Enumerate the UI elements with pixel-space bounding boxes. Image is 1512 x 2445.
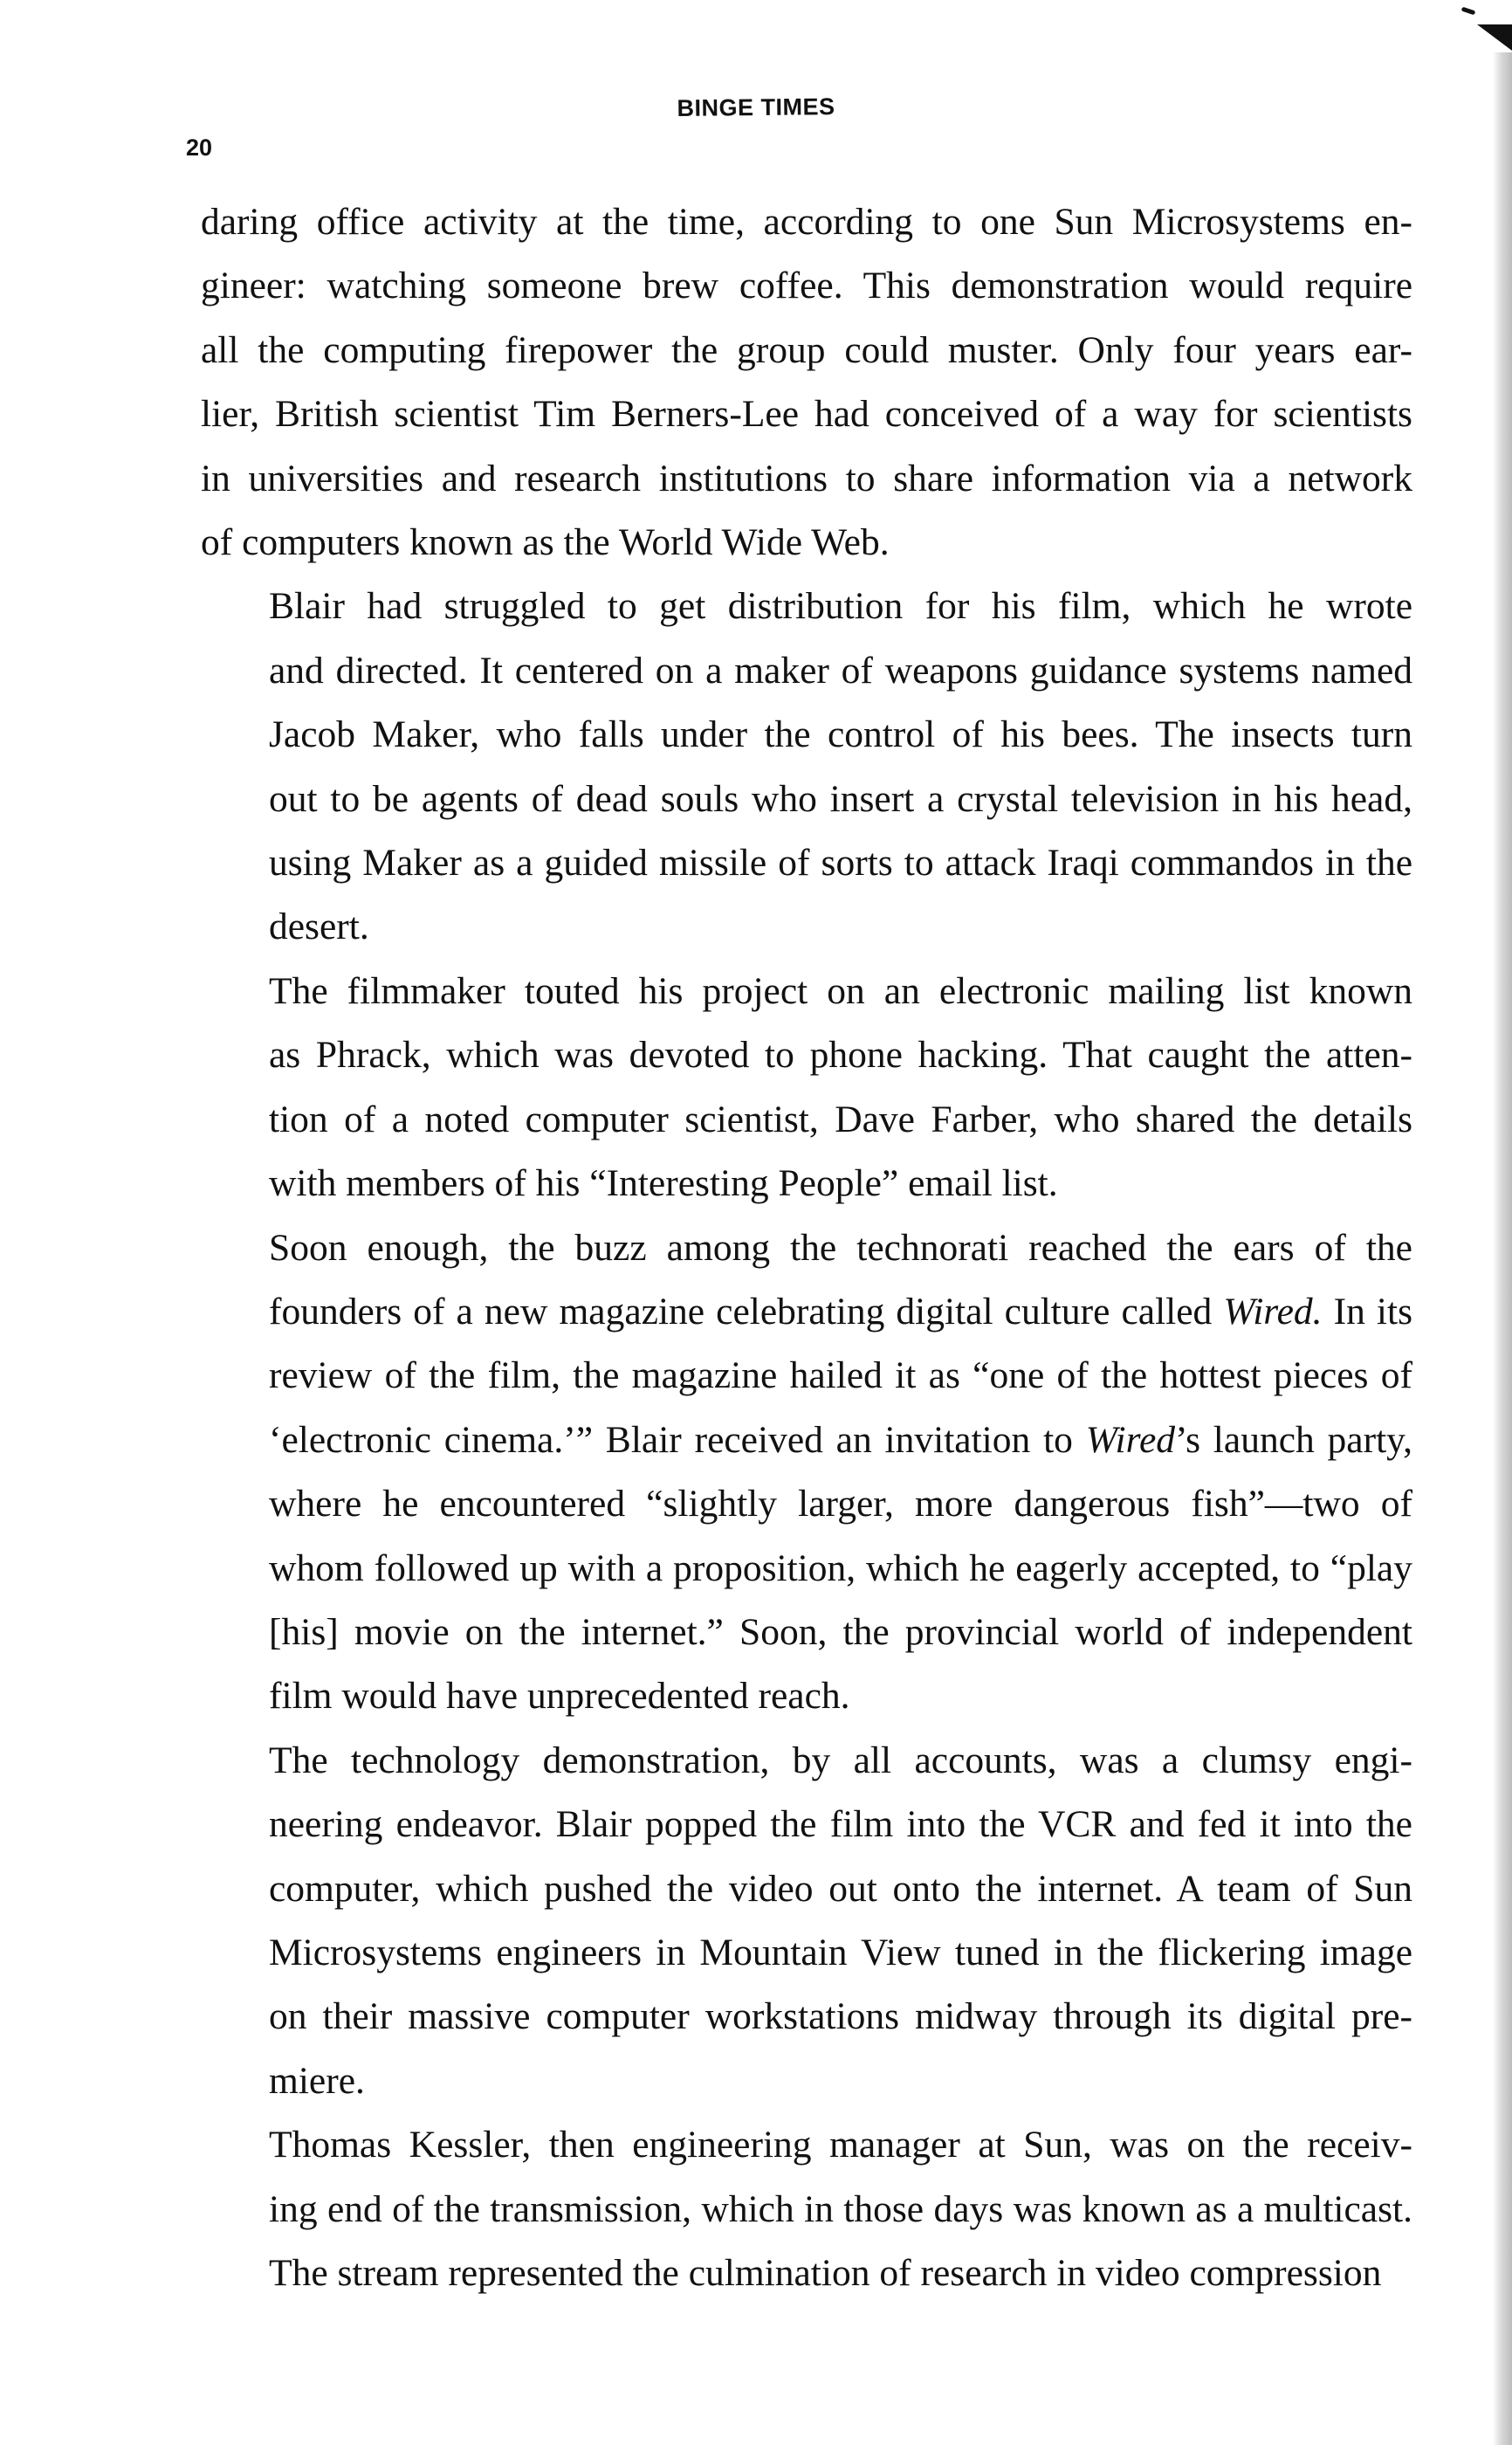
text-line: film would have unprecedented reach. [269, 1675, 850, 1718]
text-line: on their massive computer workstations midway through its digital pre- [269, 1995, 1412, 2038]
text-line: and directed. It centered on a maker of weapons guidance systems named [269, 649, 1412, 692]
text-line: daring office activity at the time, according to one Sun Microsystems en- [201, 201, 1412, 243]
text-line: The filmmaker touted his project on an electronic mailing list known [269, 969, 1412, 1012]
running-head: BINGE TIMES [677, 93, 835, 121]
text-line: where he encountered “slightly larger, more dangerous fish”—two of [269, 1483, 1412, 1526]
text-line: Jacob Maker, who falls under the control of his bees. The insects turn [269, 713, 1412, 756]
text-line: ‘electronic cinema.’” Blair received an invitation to Wired’s launch party, [269, 1418, 1412, 1461]
text-line: review of the film, the magazine hailed it as “one of the hottest pieces of [269, 1354, 1412, 1397]
text-line: [his] movie on the internet.” Soon, the provincial world of independent [269, 1610, 1412, 1653]
text-line: out to be agents of dead souls who insert a crystal television in his head, [269, 777, 1412, 820]
paragraph [201, 1216, 1412, 1729]
text-line: tion of a noted computer scientist, Dave Farber, who shared the details [269, 1098, 1412, 1140]
text-line: ing end of the transmission, which in those days was known as a multicast. [269, 2187, 1412, 2230]
text-line: Thomas Kessler, then engineering manager at Sun, was on the receiv- [269, 2124, 1412, 2166]
italic-title: Wired [1085, 1418, 1175, 1461]
text-line: Blair had struggled to get distribution for his film, which he wrote [269, 585, 1412, 628]
page-number: 20 [186, 134, 213, 161]
text-line: as Phrack, which was devoted to phone hacking. That caught the atten- [269, 1034, 1412, 1077]
text-line: The technology demonstration, by all accounts, was a clumsy engi- [269, 1739, 1412, 1781]
text-line: computer, which pushed the video out onto the internet. A team of Sun [269, 1867, 1412, 1910]
text-line: gineer: watching someone brew coffee. This demonstration would require [201, 265, 1412, 307]
text-line: whom followed up with a proposition, which he eagerly accepted, to “play [269, 1546, 1412, 1589]
page-edge-shadow [1493, 52, 1512, 2445]
text-line: in universities and research institutions to share information via a network [201, 457, 1412, 499]
paragraph [201, 1729, 1412, 2113]
text-line: all the computing firepower the group could muster. Only four years ear- [201, 328, 1412, 371]
paragraph [201, 960, 1412, 1216]
text-line: founders of a new magazine celebrating digital culture called Wired. In its [269, 1290, 1412, 1333]
body-text [201, 190, 1412, 2305]
italic-title: Wired. [1223, 1290, 1323, 1333]
text-line: Soon enough, the buzz among the technorati reached the ears of the [269, 1226, 1412, 1269]
paragraph [201, 575, 1412, 959]
paragraph [201, 190, 1412, 575]
text-line: neering endeavor. Blair popped the film into the VCR and fed it into the [269, 1803, 1412, 1846]
text-line: desert. [269, 906, 369, 948]
text-line: The stream represented the culmination of research in video compression [269, 2252, 1382, 2294]
text-line: with members of his “Interesting People” email list. [269, 1162, 1058, 1205]
text-line: using Maker as a guided missile of sorts to attack Iraqi commandos in the [269, 842, 1412, 885]
scan-corner-mark [1477, 24, 1512, 51]
text-line: lier, British scientist Tim Berners-Lee had conceived of a way for scientists [201, 393, 1412, 436]
text-line: Microsystems engineers in Mountain View tuned in the flickering image [269, 1931, 1412, 1973]
scan-corner-tick [1461, 7, 1476, 16]
text-line: miere. [269, 2059, 365, 2102]
paragraph [201, 2113, 1412, 2305]
text-line: of computers known as the World Wide Web. [201, 521, 890, 564]
